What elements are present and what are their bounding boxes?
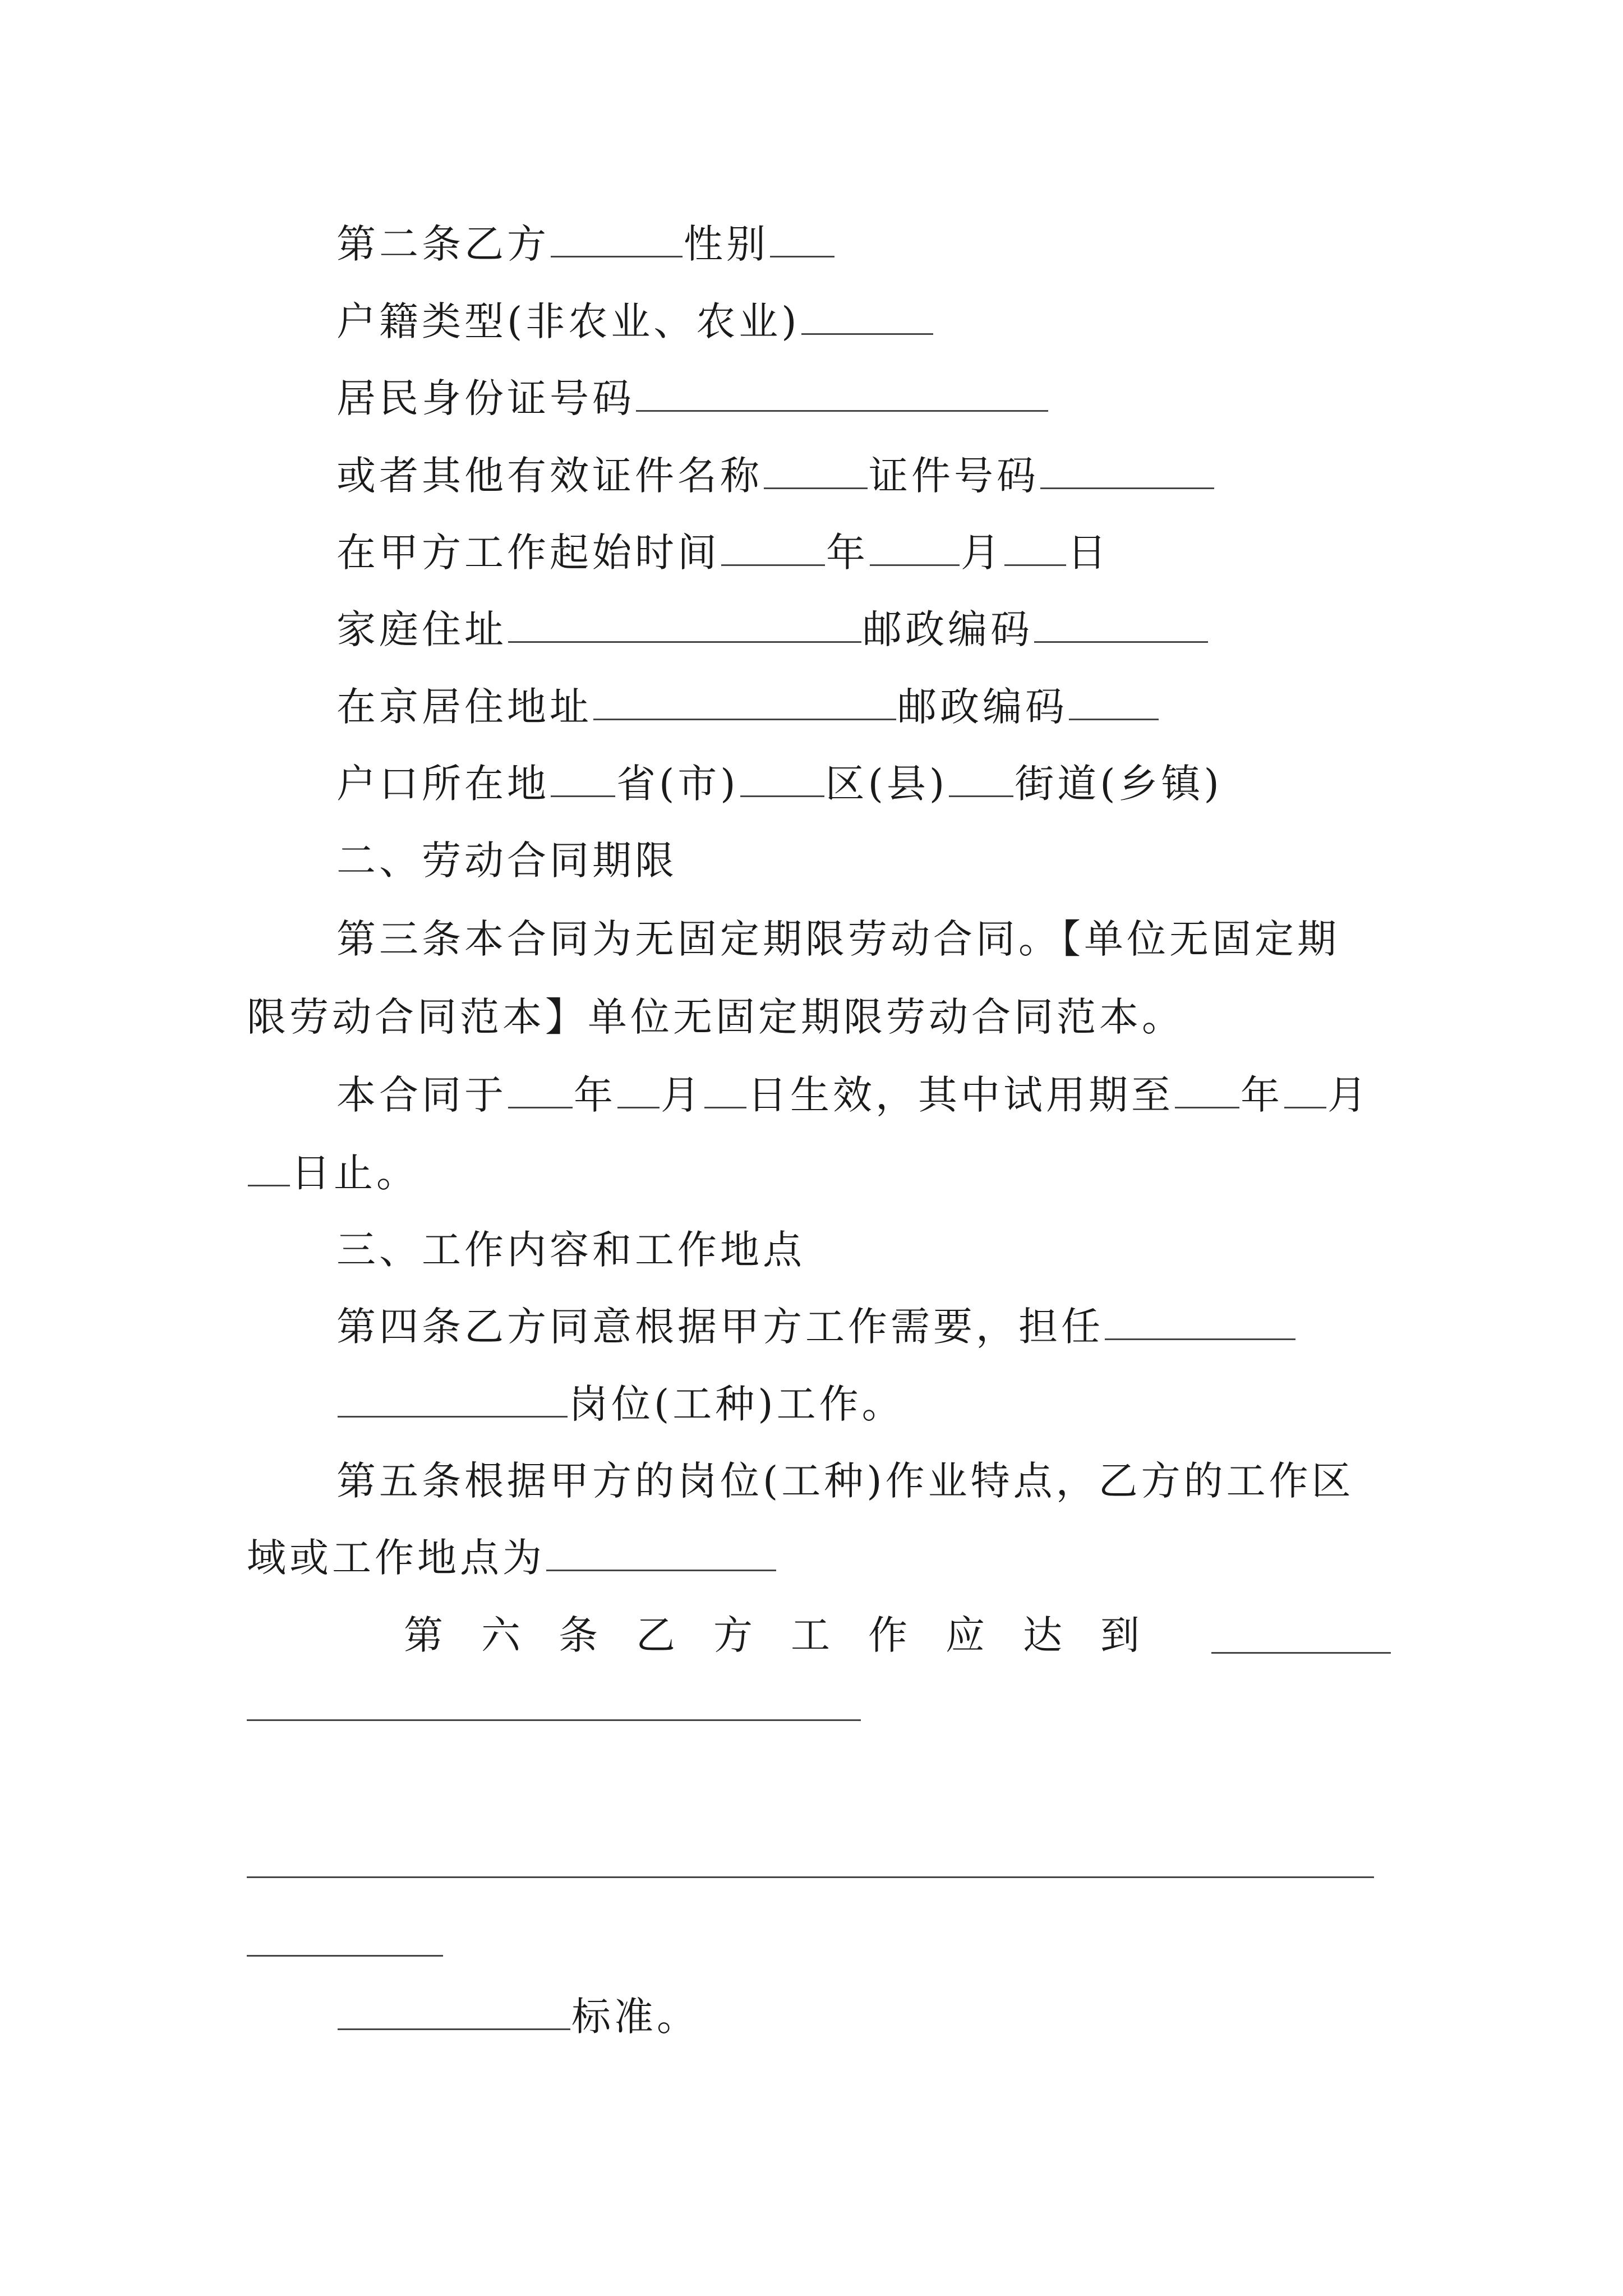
start-date-label: 在甲方工作起始时间: [336, 530, 720, 576]
clause-6-blank-4[interactable]: [247, 1955, 443, 1957]
household-type-label: 户籍类型(非农业、农业): [336, 298, 800, 344]
household-type-line: [336, 299, 1391, 344]
hukou-label: 户口所在地: [336, 761, 550, 807]
home-address-label: 家庭住址: [336, 606, 507, 652]
effective-year-label: 年: [574, 1072, 616, 1118]
clause-4-line-1: [336, 1304, 1391, 1349]
standard-line: [336, 1994, 1391, 2039]
home-postcode-blank[interactable]: [1034, 608, 1208, 643]
beijing-address-label: 在京居住地址: [336, 684, 592, 730]
effective-day-blank[interactable]: [704, 1073, 746, 1108]
clause-6-line: [404, 1613, 1189, 1658]
clause-4-line-2: [336, 1382, 1391, 1427]
other-id-name-label: 或者其他有效证件名称: [336, 453, 763, 499]
work-location-label: 域或工作地点为: [247, 1535, 545, 1581]
home-postcode-label: 邮政编码: [863, 606, 1033, 652]
effective-month-label: 月: [661, 1072, 703, 1118]
probation-end-label: 日止。: [291, 1150, 419, 1196]
standard-label: 标准。: [571, 1994, 699, 2040]
clause-3-line-1: [336, 917, 1391, 961]
clause-5-line-2: [247, 1535, 1391, 1580]
clause-5-line-1: [336, 1458, 1391, 1503]
probation-year-label: 年: [1241, 1072, 1283, 1118]
id-no-blank[interactable]: [1040, 454, 1214, 489]
id-number-blank[interactable]: [636, 376, 1048, 412]
probation-month-blank[interactable]: [1284, 1073, 1326, 1108]
section-3-text: 三、工作内容和工作地点: [336, 1227, 805, 1273]
district-label: 区(县): [825, 761, 948, 807]
id-number-line: [336, 376, 1391, 421]
id-no-label: 证件号码: [869, 453, 1039, 499]
clause-6-text: 第六条乙方工作应达到: [404, 1612, 1178, 1658]
start-month-blank[interactable]: [870, 531, 960, 566]
probation-day-blank[interactable]: [248, 1151, 290, 1186]
beijing-postcode-label: 邮政编码: [897, 684, 1068, 730]
effective-month-blank[interactable]: [617, 1073, 660, 1108]
province-label: 省(市): [616, 761, 739, 807]
home-address-blank[interactable]: [508, 608, 861, 643]
start-day-blank[interactable]: [1004, 531, 1066, 566]
probation-month-label: 月: [1327, 1072, 1370, 1118]
start-date-line: [336, 530, 1391, 575]
position-label: 岗位(工种)工作。: [569, 1381, 905, 1427]
clause-2-label: 第二条乙方: [336, 221, 550, 267]
street-blank[interactable]: [949, 762, 1013, 797]
other-id-line: [336, 453, 1391, 498]
year-label: 年: [826, 530, 869, 576]
position-blank-1[interactable]: [1105, 1305, 1295, 1340]
probation-end-line: [247, 1151, 1391, 1195]
clause-6-blank-3[interactable]: [247, 1876, 1374, 1878]
effective-date-line: [336, 1073, 1391, 1117]
effective-label: 本合同于: [336, 1072, 507, 1118]
district-blank[interactable]: [740, 762, 824, 797]
province-blank[interactable]: [551, 762, 615, 797]
beijing-postcode-blank[interactable]: [1069, 685, 1159, 720]
clause-3-line-2: [247, 995, 1391, 1039]
gender-label: 性别: [684, 221, 769, 267]
day-label: 日: [1067, 530, 1110, 576]
clause-6-blank-2[interactable]: [247, 1719, 861, 1721]
probation-year-blank[interactable]: [1175, 1073, 1239, 1108]
street-label: 街道(乡镇): [1015, 761, 1223, 807]
party-b-name-blank[interactable]: [551, 222, 683, 257]
other-id-name-blank[interactable]: [764, 454, 868, 489]
section-2-heading: [336, 838, 1391, 883]
probation-label: 日生效，其中试用期至: [748, 1072, 1174, 1118]
beijing-address-blank[interactable]: [593, 685, 896, 720]
hukou-line: [336, 761, 1391, 806]
section-2-text: 二、劳动合同期限: [336, 838, 677, 884]
work-location-blank[interactable]: [546, 1536, 776, 1571]
household-type-blank[interactable]: [801, 300, 933, 335]
clause-4-label: 第四条乙方同意根据甲方工作需要，担任: [336, 1304, 1104, 1350]
standard-blank[interactable]: [338, 1995, 570, 2030]
gender-blank[interactable]: [770, 222, 834, 257]
month-label: 月: [961, 530, 1003, 576]
clause-3-text-1: 第三条本合同为无固定期限劳动合同。【单位无固定期: [336, 916, 1340, 962]
clause-3-text-2: 限劳动合同范本】单位无固定期限劳动合同范本。: [247, 994, 1184, 1040]
position-blank-2[interactable]: [338, 1382, 568, 1418]
clause-2-party-b-line: [336, 222, 1391, 266]
clause-5-text: 第五条根据甲方的岗位(工种)作业特点，乙方的工作区: [336, 1458, 1354, 1504]
home-address-line: [336, 607, 1391, 652]
clause-6-blank-1[interactable]: [1211, 1652, 1391, 1654]
section-3-heading: [336, 1227, 1391, 1272]
beijing-address-line: [336, 684, 1391, 729]
id-number-label: 居民身份证号码: [336, 375, 635, 421]
effective-year-blank[interactable]: [508, 1073, 573, 1108]
start-year-blank[interactable]: [721, 531, 825, 566]
